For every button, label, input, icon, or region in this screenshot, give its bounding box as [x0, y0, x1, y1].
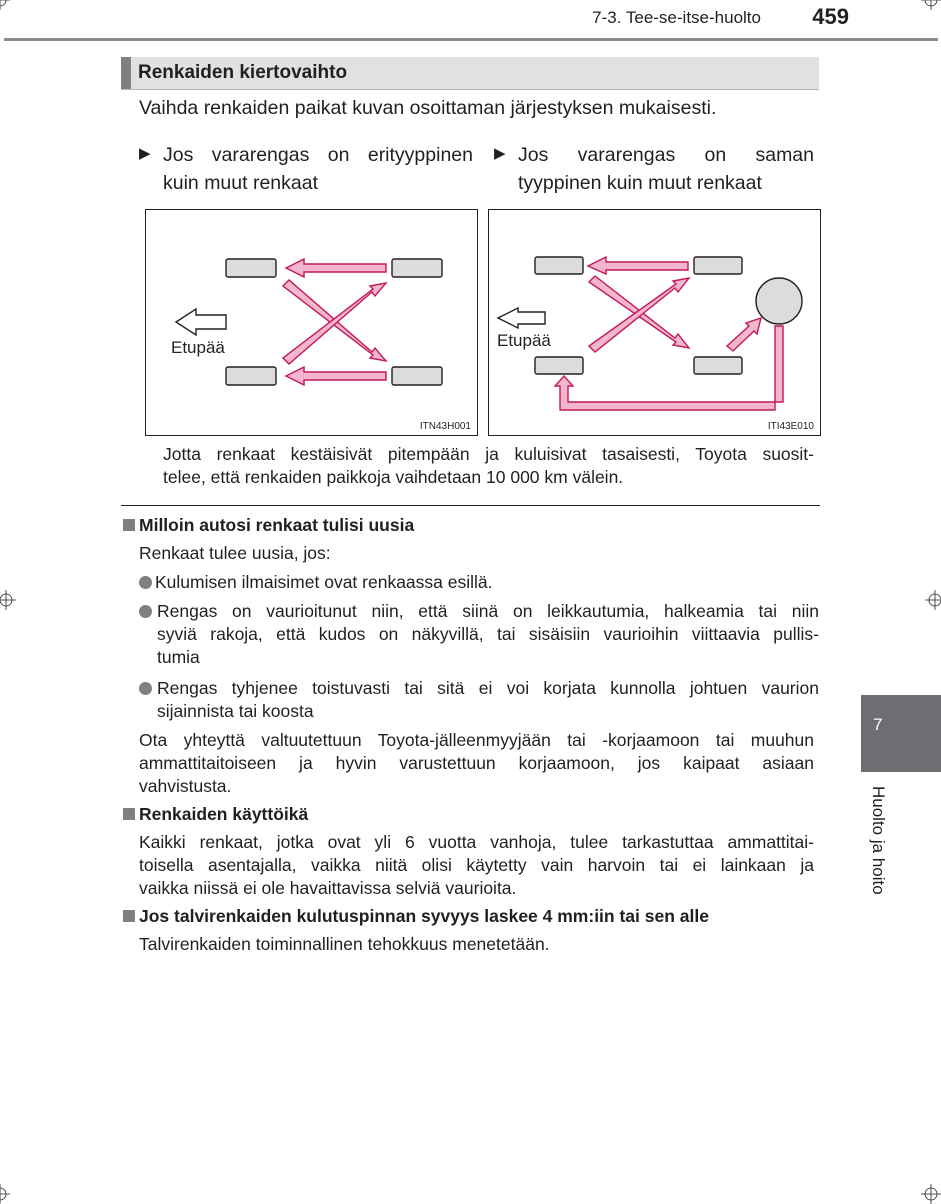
bullet-item-2-line1: Rengas on vaurioitunut niin, että siinä on leikkautumia, halkeamia tai niin	[157, 601, 819, 621]
figure-left-front-label: Etupää	[171, 338, 225, 357]
subheading-lifetime-text: Renkaiden käyttöikä	[139, 804, 309, 824]
crop-mark-top-right	[921, 0, 941, 10]
figure-right-front-label: Etupää	[497, 331, 551, 350]
tire-rear-right	[392, 367, 442, 385]
triangle-bullet-icon: ▶	[139, 145, 151, 162]
tire-front-left	[535, 257, 583, 274]
section-title: Renkaiden kiertovaihto	[138, 62, 348, 83]
tire-rear-right	[694, 357, 742, 374]
bullet-item-1-text: Kulumisen ilmaisimet ovat renkaassa esillä.	[155, 572, 493, 592]
bullet-item-3-line2: sijainnista tai koosta	[157, 701, 314, 721]
triangle-bullet-icon: ▶	[494, 145, 506, 162]
chapter-tab	[861, 695, 941, 772]
bullet-item-2-line2: syviä rakoja, että kudos on näkyvillä, tai sisäisiin vaurioihin viittaavia pullis-	[157, 624, 819, 644]
front-direction-arrow-icon	[176, 309, 226, 335]
tire-front-left	[226, 259, 276, 277]
subheading-when-new	[123, 515, 414, 536]
bullet-item-2-line3: tumia	[157, 647, 200, 667]
spare-tire	[756, 278, 802, 324]
tire-front-right	[535, 357, 583, 374]
front-direction-arrow-icon	[498, 308, 545, 328]
bullet-item-3-line1: Rengas tyhjenee toistuvasti tai sitä ei voi korjata kunnolla johtuen vaurion	[157, 678, 819, 698]
caption-line1: Jotta renkaat kestäisivät pitempään ja kuluisivat tasaisesti, Toyota suosit-	[163, 444, 814, 464]
running-header-section: 7-3. Tee-se-itse-huolto	[592, 8, 761, 27]
crop-mark-mid-left	[0, 590, 16, 610]
intro-text: Vaihda renkaiden paikat kuvan osoittaman järjestyksen mukaisesti.	[139, 97, 717, 119]
figure-rotation-same-spare	[488, 209, 821, 436]
lifetime-line3: vaikka niissä ei ole havaittavissa selviä vaurioita.	[139, 878, 517, 898]
crop-mark-mid-right	[925, 590, 941, 610]
subheading-winter	[123, 906, 709, 927]
arrow-rear-to-spare	[727, 318, 761, 351]
case-right-line1: Jos vararengas on saman	[518, 144, 814, 166]
arrow-rear-to-front-top	[286, 259, 386, 277]
round-bullet-icon	[139, 605, 152, 618]
contact-line2: ammattitaitoiseen ja hyvin varustettuun korjaamoon, jos kaipaat asiaan	[139, 753, 814, 773]
rotation-diagram-left	[146, 210, 477, 435]
case-left-line1: Jos vararengas on erityyppinen	[163, 144, 473, 166]
section-heading-accent	[121, 57, 131, 89]
crop-mark-bottom-right	[921, 1184, 941, 1204]
round-bullet-icon	[139, 682, 152, 695]
chapter-label: Huolto ja hoito	[869, 786, 888, 895]
square-bullet-icon	[123, 808, 135, 820]
tire-rear-left	[392, 259, 442, 277]
figure-rotation-different-spare	[145, 209, 478, 436]
page-number: 459	[812, 4, 849, 29]
when-new-intro: Renkaat tulee uusia, jos:	[139, 543, 331, 563]
square-bullet-icon	[123, 910, 135, 922]
figure-right-code: ITI43E010	[767, 421, 814, 432]
caption-line2: telee, että renkaiden paikkoja vaihdetaan 10 000 km välein.	[163, 467, 624, 487]
section-heading-bar	[121, 57, 819, 90]
section-divider	[121, 505, 820, 506]
figure-left-code: ITN43H001	[419, 421, 471, 432]
arrow-rear-to-front-bottom	[286, 367, 386, 385]
header-rule	[4, 38, 938, 41]
round-bullet-icon	[139, 576, 152, 589]
lifetime-line1: Kaikki renkaat, jotka ovat yli 6 vuotta vanhoja, tulee tarkastuttaa ammattitai-	[139, 832, 814, 852]
contact-line1: Ota yhteyttä valtuutettuun Toyota-jälleenmyyjään tai -korjaamoon tai muuhun	[139, 730, 814, 750]
bullet-item-1	[139, 571, 493, 594]
arrow-spare-to-front	[555, 326, 783, 410]
subheading-lifetime	[123, 804, 308, 825]
chapter-number: 7	[873, 715, 883, 734]
crop-mark-top-left	[0, 0, 10, 10]
square-bullet-icon	[123, 519, 135, 531]
tire-front-right	[226, 367, 276, 385]
case-left-line2: kuin muut renkaat	[163, 172, 319, 194]
rotation-diagram-right	[489, 210, 820, 435]
tire-rear-left	[694, 257, 742, 274]
crop-mark-bottom-left	[0, 1184, 10, 1204]
arrow-rear-to-front-top	[588, 257, 688, 274]
subheading-winter-text: Jos talvirenkaiden kulutuspinnan syvyys laskee 4 mm:iin tai sen alle	[139, 906, 709, 926]
case-right-line2: tyyppinen kuin muut renkaat	[518, 172, 762, 194]
subheading-when-new-text: Milloin autosi renkaat tulisi uusia	[139, 515, 415, 535]
winter-text: Talvirenkaiden toiminnallinen tehokkuus menetetään.	[139, 934, 550, 954]
contact-line3: vahvistusta.	[139, 776, 232, 796]
lifetime-line2: toisella asentajalla, vaikka niitä olisi käytetty vain harvoin tai ei lainkaan ja	[139, 855, 814, 875]
